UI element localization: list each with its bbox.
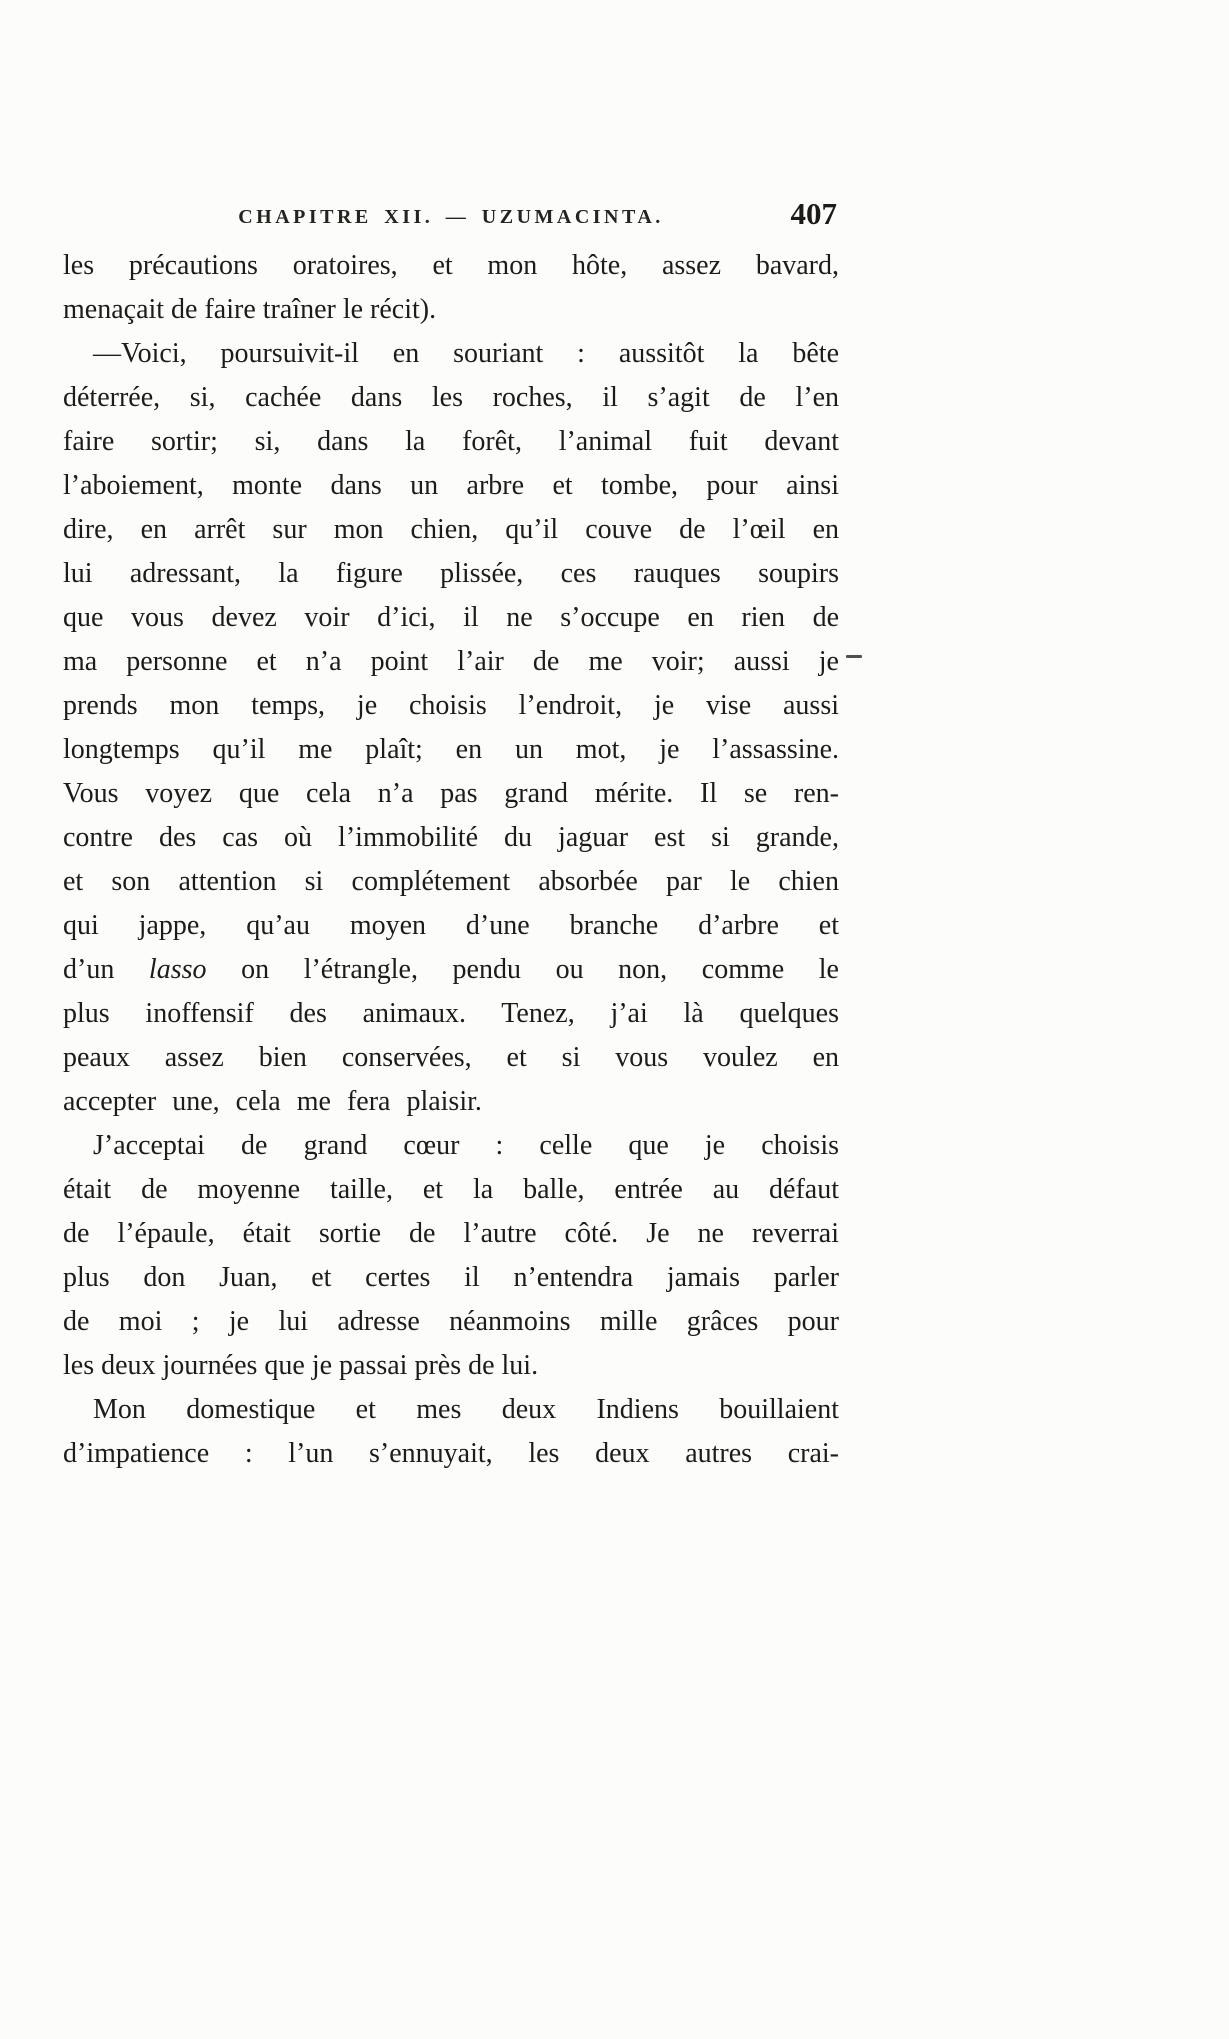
text-segment: était de moyenne taille, et la balle, entrée au défaut	[63, 1174, 839, 1205]
text-segment: lui adressant, la figure plissée, ces rauques soupirs	[63, 558, 839, 589]
text-line	[63, 860, 839, 904]
text-segment: faire sortir; si, dans la forêt, l’animal fuit devant	[63, 426, 839, 457]
text-segment: accepter une, cela me fera plaisir.	[63, 1086, 482, 1117]
scan-artifact-mark	[846, 655, 862, 658]
text-line	[63, 332, 839, 376]
text-segment: les deux journées que je passai près de lui.	[63, 1350, 539, 1381]
text-segment: d’impatience : l’un s’ennuyait, les deux autres crai-	[63, 1438, 839, 1469]
text-segment: et son attention si complétement absorbée par le chien	[63, 866, 839, 897]
text-line	[63, 1212, 839, 1256]
text-segment: plus don Juan, et certes il n’entendra jamais parler	[63, 1262, 839, 1293]
text-segment: d’un	[63, 954, 149, 985]
text-line	[63, 728, 839, 772]
text-line	[63, 1256, 839, 1300]
page-column	[63, 198, 839, 1476]
text-line	[63, 1300, 839, 1344]
text-line	[63, 1080, 839, 1124]
page-body	[63, 244, 839, 1476]
text-line	[63, 376, 839, 420]
text-segment: on l’étrangle, pendu ou non, comme le	[206, 954, 839, 985]
text-line	[63, 1388, 839, 1432]
text-line	[63, 992, 839, 1036]
text-line	[63, 816, 839, 860]
text-segment: peaux assez bien conservées, et si vous voulez en	[63, 1042, 839, 1073]
text-segment: menaçait de faire traîner le récit).	[63, 294, 437, 325]
text-line	[63, 288, 839, 332]
text-segment: déterrée, si, cachée dans les roches, il s’agit de l’en	[63, 382, 839, 413]
text-line	[63, 1344, 839, 1388]
text-line	[63, 904, 839, 948]
text-segment: J’acceptai de grand cœur : celle que je choisis	[93, 1130, 839, 1161]
text-line	[63, 772, 839, 816]
text-segment: Mon domestique et mes deux Indiens bouillaient	[93, 1394, 839, 1425]
text-segment: les précautions oratoires, et mon hôte, assez bavard,	[63, 250, 839, 281]
text-line	[63, 244, 839, 288]
text-segment: de moi ; je lui adresse néanmoins mille grâces pour	[63, 1306, 839, 1337]
text-line	[63, 1036, 839, 1080]
page-number: 407	[790, 196, 837, 231]
text-segment: prends mon temps, je choisis l’endroit, je vise aussi	[63, 690, 839, 721]
text-segment: ma personne et n’a point l’air de me voir; aussi je	[63, 646, 839, 677]
text-line	[63, 684, 839, 728]
text-segment: contre des cas où l’immobilité du jaguar est si grande,	[63, 822, 839, 853]
text-line	[63, 552, 839, 596]
text-segment: l’aboiement, monte dans un arbre et tombe, pour ainsi	[63, 470, 839, 501]
text-segment: Vous voyez que cela n’a pas grand mérite. Il se ren-	[63, 778, 839, 809]
text-segment: plus inoffensif des animaux. Tenez, j’ai là quelques	[63, 998, 839, 1029]
text-line	[63, 464, 839, 508]
text-line	[63, 1168, 839, 1212]
text-line	[63, 508, 839, 552]
text-segment: qui jappe, qu’au moyen d’une branche d’arbre et	[63, 910, 839, 941]
text-line	[63, 1124, 839, 1168]
text-line	[63, 640, 839, 684]
italic-word: lasso	[148, 954, 207, 985]
text-line	[63, 420, 839, 464]
text-segment: longtemps qu’il me plaît; en un mot, je l’assassine.	[63, 734, 839, 765]
text-line	[63, 948, 839, 992]
text-segment: dire, en arrêt sur mon chien, qu’il couve de l’œil en	[63, 514, 839, 545]
text-segment: de l’épaule, était sortie de l’autre côté. Je ne reverrai	[63, 1218, 839, 1249]
text-segment: —Voici, poursuivit-il en souriant : aussitôt la bête	[93, 338, 839, 369]
chapter-running-title: CHAPITRE XII. — UZUMACINTA.	[238, 206, 664, 228]
text-line	[63, 1432, 839, 1476]
page-header	[63, 198, 839, 242]
text-line	[63, 596, 839, 640]
text-segment: que vous devez voir d’ici, il ne s’occupe en rien de	[63, 602, 839, 633]
